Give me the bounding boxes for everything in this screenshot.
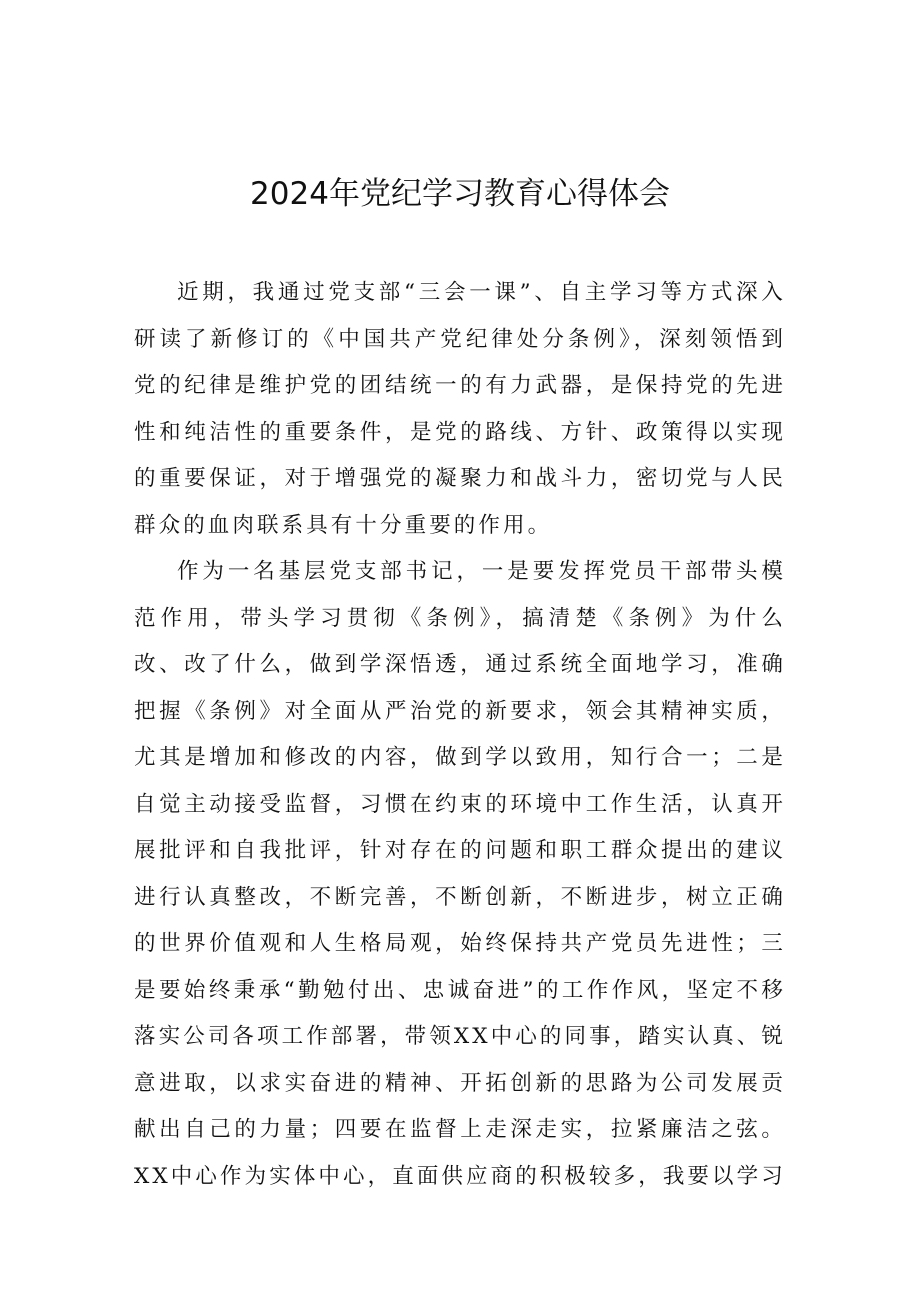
- paragraph-1: 近期，我通过党支部“三会一课”、自主学习等方式深入研读了新修订的《中国共产党纪律处分条例》，深刻领悟到党的纪律是维护党的团结统一的有力武器，是保持党的先进性和纯洁性的重要条件，是党的路线、方针、政策得以实现的重要保证，对于增强党的凝聚力和战斗力，密切党与人民群众的血肉联系具有十分重要的作用。: [134, 280, 786, 538]
- document-body: [134, 270, 786, 1200]
- document-title: 2024年党纪学习教育心得体会: [250, 176, 670, 212]
- paragraph-2: 作为一名基层党支部书记，一是要发挥党员干部带头模范作用，带头学习贯彻《条例》，搞清楚《条例》为什么改、改了什么，做到学深悟透，通过系统全面地学习，准确把握《条例》对全面从严治党的新要求，领会其精神实质，尤其是增加和修改的内容，做到学以致用，知行合一；二是自觉主动接受监督，习惯在约束的环境中工作生活，认真开展批评和自我批评，针对存在的问题和职工群众提出的建议进行认真整改，不断完善，不断创新，不断进步，树立正确的世界价值观和人生格局观，始终保持共产党员先进性；三是要始终秉承“勤勉付出、忠诚奋进”的工作作风，坚定不移落实公司各项工作部署，带领XX中心的同事，踏实认真、锐意进取，以求实奋进的精神、开拓创新的思路为公司发展贡献出自己的力量；四要在监督上走深走实，拉紧廉洁之弦。XX中心作为实体中心，直面供应商的积极较多，我要以学习: [134, 559, 786, 1189]
